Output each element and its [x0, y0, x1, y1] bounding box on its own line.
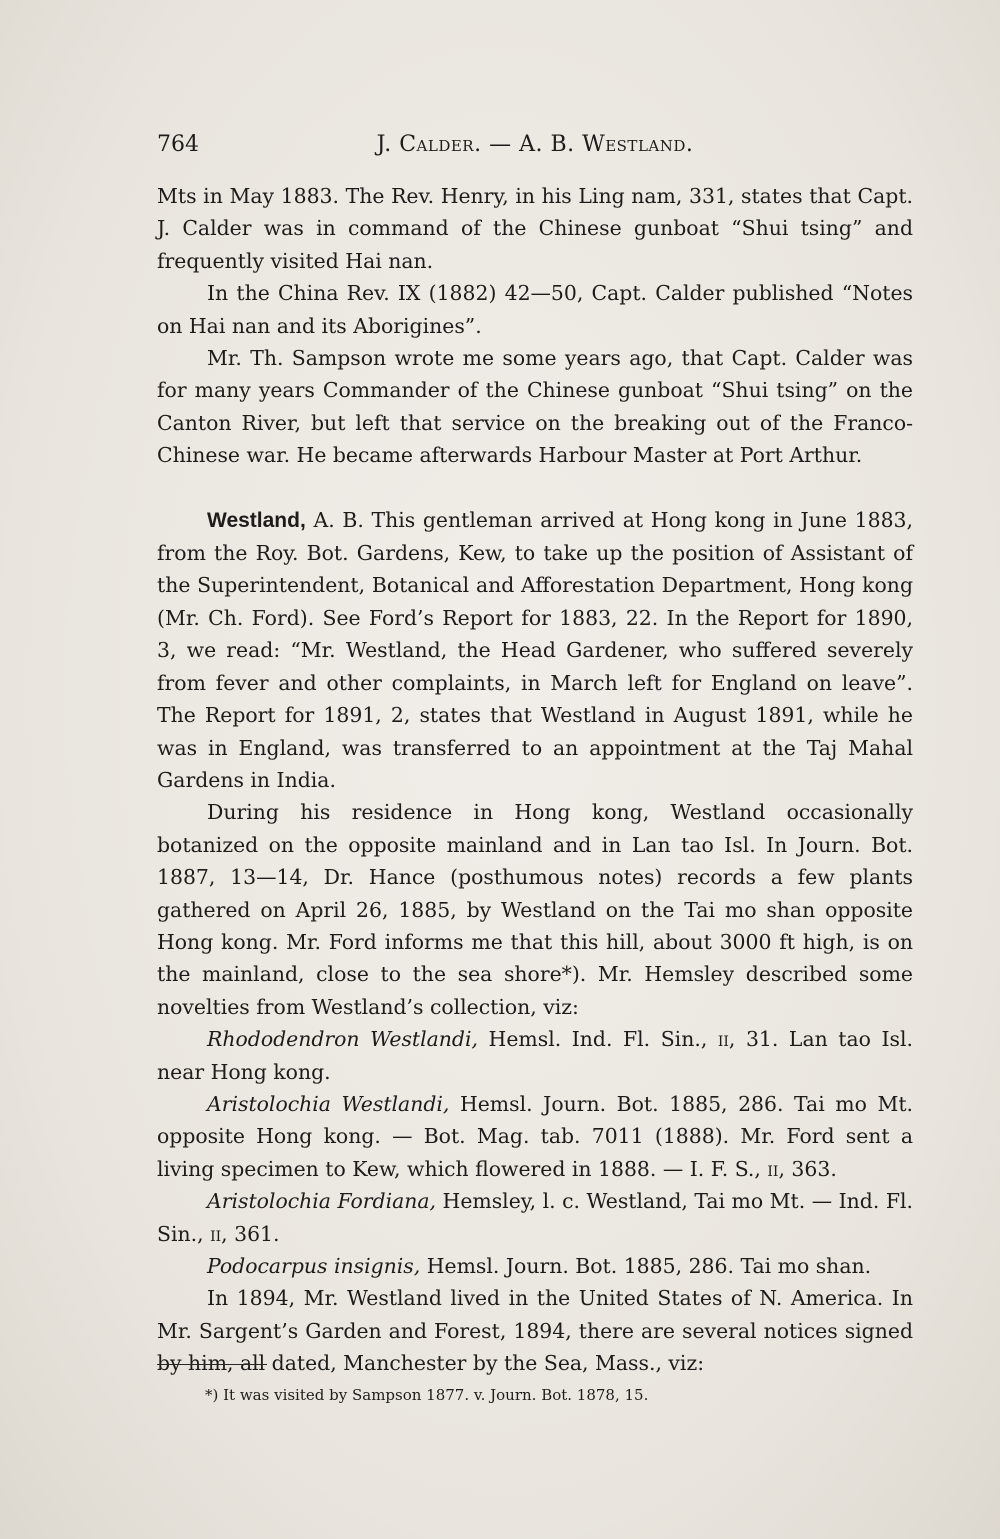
footnote-rule — [157, 1364, 267, 1365]
text-run: ii — [210, 1221, 222, 1246]
text-run: During his residence in Hong kong, Westland occasionally botanized on the opposite mainland and in Lan tao Isl. In Journ. Bot. 1887, 13—14, Dr. Hance (posthumous notes) records a few plants gathered on April 26, 1885, by Westland on the Tai mo shan opposite Hong kong. Mr. Ford informs me that this hill, about 3000 ft high, is on the mainland, close to the sea shore*). Mr. Hemsley described some novelties from Westland’s collection, viz: — [157, 800, 913, 1019]
paragraph-p7 — [157, 1088, 913, 1185]
text-run: Hemsley, l. c. Westland, Tai mo Mt. — Ind. Fl. Sin., — [157, 1189, 913, 1246]
page-number: 764 — [157, 132, 199, 157]
paragraph-p4 — [157, 504, 913, 797]
text-run: , 363. — [778, 1156, 837, 1181]
footnote: *) It was visited by Sampson 1877. v. Journ. Bot. 1878, 15. — [205, 1386, 649, 1404]
body-text — [157, 180, 913, 1380]
species-name: Aristolochia Westlandi, — [207, 1091, 450, 1116]
paragraph-p3 — [157, 342, 913, 472]
paragraph-p8 — [157, 1185, 913, 1250]
paragraph-p5 — [157, 796, 913, 1023]
text-run: Hemsl. Ind. Fl. Sin., — [478, 1027, 718, 1052]
species-name: Podocarpus insignis, — [207, 1254, 421, 1278]
text-run: Mts in May 1883. The Rev. Henry, in his Ling nam, 331, states that Capt. J. Calder was in command of the Chinese gunboat “Shui tsing” and frequently visited Hai nan. — [157, 184, 913, 273]
text-run: In 1894, Mr. Westland lived in the United States of N. America. In Mr. Sargent’s Garden and Forest, 1894, there are several notices signed by him, all dated, Manchester by the Sea, Mass., viz: — [157, 1286, 913, 1376]
text-run: ii — [717, 1027, 729, 1052]
text-run: , 361. — [221, 1221, 280, 1246]
text-run: , 31. Lan tao Isl. near Hong kong. — [157, 1027, 913, 1084]
paragraph-p9 — [157, 1250, 913, 1282]
text-run: A. B. This gentleman arrived at Hong kong in June 1883, from the Roy. Bot. Gardens, Kew, to take up the position of Assistant of the Superintendent, Botanical and Afforestation Department, Hong kong (Mr. Ch. Ford). See Ford’s Report for 1883, 22. In the Report for 1890, 3, we read: “Mr. Westland, the Head Gardener, who suffered severely from fever and other complaints, in March left for England on leave”. The Report for 1891, 2, states that Westland in August 1891, while he was in England, was transferred to an appointment at the Taj Mahal Gardens in India. — [157, 507, 913, 792]
species-name: Rhododendron Westlandi, — [207, 1027, 478, 1052]
text-run: Mr. Th. Sampson wrote me some years ago, that Capt. Calder was for many years Commander of the Chinese gunboat “Shui tsing” on the Canton River, but left that service on the breaking out of the Franco-Chinese war. He became afterwards Harbour Master at Port Arthur. — [157, 346, 913, 468]
paragraph-p2 — [157, 277, 913, 342]
text-run: ii — [767, 1156, 779, 1181]
text-run: In the China Rev. IX (1882) 42—50, Capt. Calder published “Notes on Hai nan and its Aborigines”. — [157, 281, 913, 338]
running-title: J. Calder. — A. B. Westland. — [376, 132, 694, 157]
text-run: Hemsl. Journ. Bot. 1885, 286. Tai mo shan. — [420, 1254, 872, 1278]
entry-name: Westland, — [207, 508, 306, 532]
page-header — [157, 128, 913, 162]
paragraph-p6 — [157, 1023, 913, 1088]
text-run: Hemsl. Journ. Bot. 1885, 286. Tai mo Mt. opposite Hong kong. — Bot. Mag. tab. 7011 (1888). Mr. Ford sent a living specimen to Kew, which flowered in 1888. — I. F. S., — [157, 1091, 913, 1181]
paragraph-p10 — [157, 1282, 913, 1379]
section-gap — [157, 472, 913, 504]
paragraph-p1 — [157, 180, 913, 277]
species-name: Aristolochia Fordiana, — [207, 1189, 437, 1214]
